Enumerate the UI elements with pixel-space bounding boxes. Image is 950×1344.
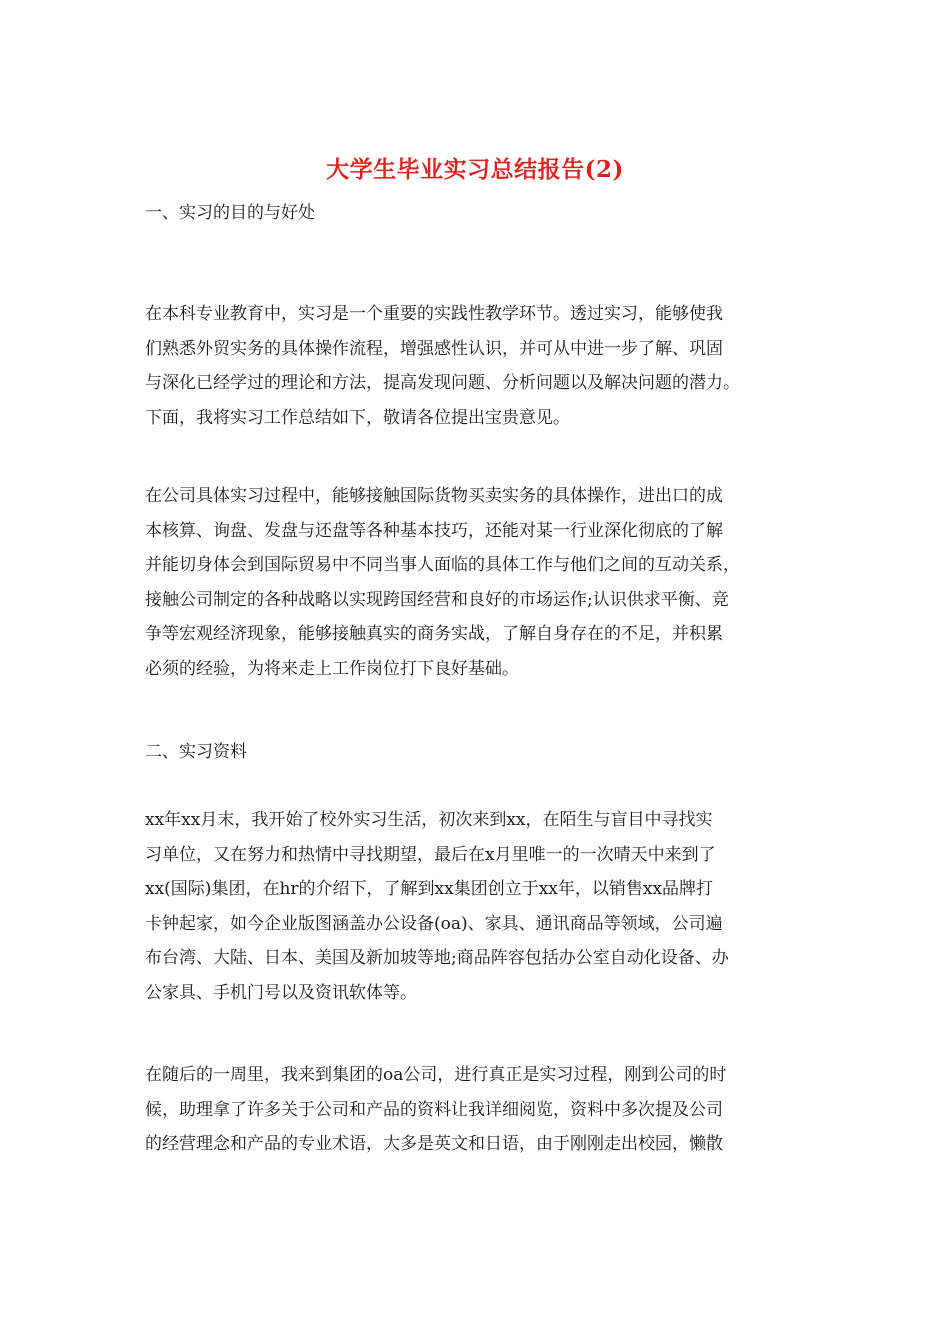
section-heading-purpose: 一、实习的目的与好处 [145,203,315,223]
paragraph-process: 在公司具体实习过程中，能够接触国际货物买卖实务的具体操作，进出口的成 本核算、询盘、发盘与还盘等各种基本技巧，还能对某一行业深化彻底的了解 并能切身体会到国际贸易中不同当事人面临的具体工作与他们之间的互动关系， 接触公司制定的各种战略以实现跨国经营和良好的市场运作;认识供求平衡、竞 争等宏观经济现象，能够接触真实的商务实战，了解自身存在的不足，并积累 必须的经验，为将来走上工作岗位打下良好基础。 [145,486,740,679]
paragraph-company: xx年xx月末，我开始了校外实习生活，初次来到xx，在陌生与盲目中寻找实 习单位，又在努力和热情中寻找期望，最后在x月里唯一的一次晴天中来到了 xx(国际)集团，在hr的介绍下，了解到xx集团创立于xx年，以销售xx品牌打 卡钟起家，如今企业版图涵盖办公设备(oa)、家具、通讯商品等领域，公司遍 布台湾、大陆、日本、美国及新加坡等地;商品阵容包括办公室自动化设备、办 公家具、手机门号以及资讯软体等。 [145,810,729,1003]
paragraph-first-week: 在随后的一周里，我来到集团的oa公司，进行真正是实习过程，刚到公司的时 候，助理拿了许多关于公司和产品的资料让我详细阅览，资料中多次提及公司 的经营理念和产品的专业术语，大多是英文和日语，由于刚刚走出校园，懒散 [145,1065,727,1154]
section-heading-content: 二、实习资料 [145,742,247,762]
document-title: 大学生毕业实习总结报告(2) [326,156,624,183]
paragraph-intro: 在本科专业教育中，实习是一个重要的实践性教学环节。透过实习，能够使我 们熟悉外贸实务的具体操作流程，增强感性认识，并可从中进一步了解、巩固 与深化已经学过的理论和方法，提高发现问题、分析问题以及解决问题的潜力。 下面，我将实习工作总结如下，敬请各位提出宝贵意见。 [145,304,740,428]
